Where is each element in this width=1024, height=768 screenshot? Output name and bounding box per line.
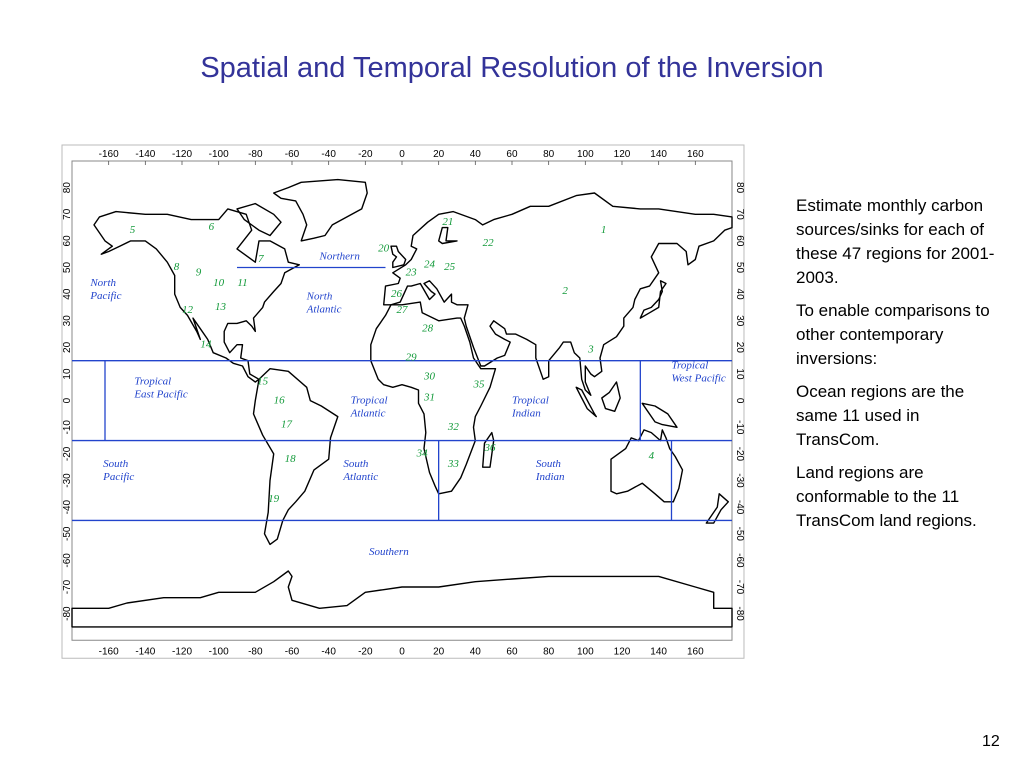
land-region-7: 7: [258, 253, 264, 266]
lat-tick-left: -20: [62, 446, 73, 462]
lat-tick-left: -80: [62, 606, 73, 621]
lon-tick-bottom: 40: [469, 646, 481, 658]
lat-tick-right: -30: [733, 473, 745, 488]
lat-tick-left: -60: [62, 553, 73, 568]
lon-tick-bottom: -100: [208, 646, 229, 658]
ocean-label-line: South: [103, 458, 129, 471]
lon-tick-bottom: -20: [358, 646, 373, 658]
map-outer-border: [62, 145, 744, 658]
lon-tick-top: 140: [650, 149, 667, 160]
lon-tick-top: 0: [399, 149, 405, 160]
lat-tick-left: 60: [62, 235, 73, 247]
ocean-label-line: Atlantic: [306, 303, 342, 316]
lat-tick-right: -60: [733, 553, 745, 568]
lon-tick-bottom: 120: [613, 646, 631, 658]
land-region-18: 18: [284, 452, 296, 465]
lat-tick-left: 0: [62, 397, 73, 404]
lon-tick-top: 40: [469, 149, 481, 160]
lon-tick-bottom: 140: [650, 646, 667, 658]
lon-tick-bottom: -160: [98, 646, 119, 658]
land-region-6: 6: [208, 221, 215, 234]
lat-tick-left: -70: [62, 579, 73, 595]
land-region-8: 8: [173, 261, 180, 274]
lon-tick-top: -80: [248, 149, 263, 160]
ocean-label-line: Tropical: [350, 394, 388, 407]
lat-tick-right: -20: [733, 446, 745, 462]
lon-tick-top: 80: [543, 149, 555, 160]
ocean-label-south-indian: [535, 458, 565, 483]
ocean-label-line: West Pacific: [671, 372, 726, 385]
lat-tick-left: -40: [62, 499, 73, 515]
ocean-label-tropical-indian: [511, 394, 549, 419]
lat-tick-left: 40: [62, 288, 73, 300]
land-region-25: 25: [444, 261, 456, 274]
land-region-35: 35: [473, 378, 485, 391]
scandinavia-gulf-outline: [439, 228, 457, 244]
ocean-label-line: Atlantic: [343, 471, 379, 484]
ocean-label-line: Pacific: [103, 471, 135, 484]
lon-tick-top: 20: [433, 149, 445, 160]
land-region-26: 26: [390, 287, 402, 300]
slide-title: Spatial and Temporal Resolution of the Inversion: [200, 52, 824, 84]
lat-tick-right: 10: [733, 368, 745, 380]
lat-tick-left: -30: [62, 473, 73, 488]
ocean-label-line: Atlantic: [350, 407, 386, 420]
ocean-label-southern: [369, 546, 409, 558]
lon-tick-bottom: -140: [135, 646, 156, 658]
land-region-23: 23: [405, 266, 417, 279]
page-number: 12: [982, 733, 1000, 750]
land-region-28: 28: [422, 322, 434, 335]
japan-outline: [640, 281, 666, 318]
continent-outlines: [72, 180, 732, 627]
land-region-33: 33: [447, 458, 459, 471]
lon-tick-top: 60: [506, 149, 518, 160]
land-region-20: 20: [378, 242, 390, 255]
land-region-3: 3: [588, 343, 594, 356]
lon-tick-top: 160: [686, 149, 704, 160]
lat-tick-right: 0: [733, 397, 745, 404]
lat-tick-right: -10: [733, 420, 745, 435]
lon-tick-bottom: 0: [399, 646, 405, 658]
land-region-2: 2: [562, 285, 568, 298]
lat-tick-right: -70: [733, 579, 745, 595]
lon-tick-top: -120: [171, 149, 193, 160]
ocean-label-line: North: [90, 277, 117, 290]
ocean-label-tropical-west-pacific: [671, 360, 725, 385]
land-region-34: 34: [416, 447, 428, 460]
land-region-22: 22: [482, 237, 494, 250]
lon-tick-bottom: -80: [248, 646, 263, 658]
lon-tick-top: 120: [613, 149, 631, 160]
ocean-label-line: South: [343, 458, 369, 471]
land-region-10: 10: [213, 277, 225, 290]
lat-tick-right: -80: [733, 606, 745, 621]
lon-tick-bottom: 20: [433, 646, 445, 658]
land-region-19: 19: [268, 492, 280, 505]
lon-tick-bottom: 60: [506, 646, 518, 658]
ocean-label-line: Northern: [319, 250, 360, 263]
lon-tick-top: 100: [576, 149, 594, 160]
ocean-label-south-atlantic: [342, 458, 378, 483]
new-zealand-outline: [706, 494, 728, 523]
land-region-21: 21: [442, 215, 454, 228]
lon-tick-bottom: 80: [543, 646, 555, 658]
land-region-17: 17: [280, 418, 292, 431]
ocean-label-line: Tropical: [671, 359, 709, 372]
lat-tick-right: 30: [733, 315, 745, 327]
lat-tick-left: 30: [62, 315, 73, 327]
land-region-5: 5: [129, 223, 136, 236]
ocean-label-line: Tropical: [511, 394, 549, 407]
lat-tick-right: 60: [733, 235, 745, 247]
lat-tick-right: 50: [733, 261, 745, 274]
lat-tick-left: 20: [62, 341, 73, 353]
lat-tick-right: 70: [733, 208, 745, 220]
ocean-label-line: Indian: [511, 407, 541, 420]
baffin-outline: [237, 204, 281, 236]
land-region-30: 30: [423, 370, 435, 383]
lon-tick-bottom: 100: [576, 646, 594, 658]
land-region-13: 13: [214, 301, 226, 314]
land-region-14: 14: [200, 338, 212, 351]
note-ocean-regions: Ocean regions are the same 11 used in TransCom.: [796, 382, 965, 449]
land-region-9: 9: [195, 266, 202, 279]
note-land-regions: Land regions are conformable to the 11 TransCom land regions.: [796, 463, 977, 530]
ocean-label-north-pacific: [89, 277, 121, 302]
lon-tick-bottom: 160: [686, 646, 704, 658]
land-region-32: 32: [447, 420, 459, 433]
land-region-16: 16: [273, 394, 285, 407]
ocean-label-line: East Pacific: [134, 388, 188, 401]
antarctica-outline: [72, 571, 732, 627]
note-comparisons: To enable comparisons to other contemporary inversions:: [796, 301, 990, 368]
land-region-12: 12: [181, 303, 193, 316]
world-region-map: [62, 145, 774, 658]
ocean-label-south-pacific: [102, 458, 134, 483]
lat-tick-left: 80: [62, 182, 73, 194]
lat-tick-right: 20: [733, 341, 745, 353]
new-guinea-outline: [642, 403, 677, 427]
lat-tick-left: 70: [62, 208, 73, 220]
ocean-label-line: North: [306, 290, 333, 303]
greenland-outline: [274, 180, 368, 241]
lon-tick-bottom: -120: [171, 646, 193, 658]
land-region-29: 29: [405, 351, 417, 364]
ocean-label-tropical-atlantic: [350, 394, 388, 419]
land-region-11: 11: [237, 277, 248, 290]
lat-tick-left: 10: [62, 368, 73, 380]
land-region-24: 24: [423, 258, 435, 271]
lat-tick-left: -50: [62, 526, 73, 541]
britain-outline: [391, 246, 406, 267]
lon-tick-top: -140: [135, 149, 156, 160]
borneo-outline: [602, 382, 620, 411]
ocean-label-north-atlantic: [306, 290, 342, 315]
lon-tick-bottom: -60: [284, 646, 300, 658]
slide-notes: [796, 194, 996, 542]
lat-tick-right: -40: [733, 499, 745, 515]
ocean-label-line: South: [535, 458, 561, 471]
lon-tick-top: -160: [98, 149, 119, 160]
lat-tick-left: 50: [62, 261, 73, 274]
lon-tick-top: -60: [284, 149, 300, 160]
land-region-36: 36: [484, 442, 496, 455]
note-regions: Estimate monthly carbon sources/sinks for each of these 47 regions for 2001-2003.: [796, 196, 995, 287]
land-region-31: 31: [423, 391, 435, 404]
ocean-label-line: Southern: [368, 546, 409, 559]
lon-tick-top: -20: [358, 149, 373, 160]
ocean-region-labels: [89, 251, 726, 559]
lon-tick-bottom: -40: [321, 646, 336, 658]
lon-tick-top: -100: [208, 149, 229, 160]
lat-tick-right: 40: [733, 288, 745, 300]
land-region-27: 27: [396, 303, 408, 316]
land-region-4: 4: [648, 450, 655, 463]
map-frame: [62, 145, 744, 658]
land-region-1: 1: [600, 223, 607, 236]
lat-tick-left: -10: [62, 420, 73, 435]
ocean-label-line: Pacific: [90, 290, 122, 303]
ocean-label-northern: [318, 251, 360, 263]
lat-tick-right: -50: [733, 526, 745, 541]
land-region-15: 15: [257, 375, 269, 388]
ocean-label-line: Tropical: [134, 375, 172, 388]
lon-tick-top: -40: [321, 149, 336, 160]
ocean-label-tropical-east-pacific: [133, 376, 188, 401]
ocean-label-line: Indian: [535, 471, 565, 484]
lat-tick-right: 80: [733, 182, 745, 194]
